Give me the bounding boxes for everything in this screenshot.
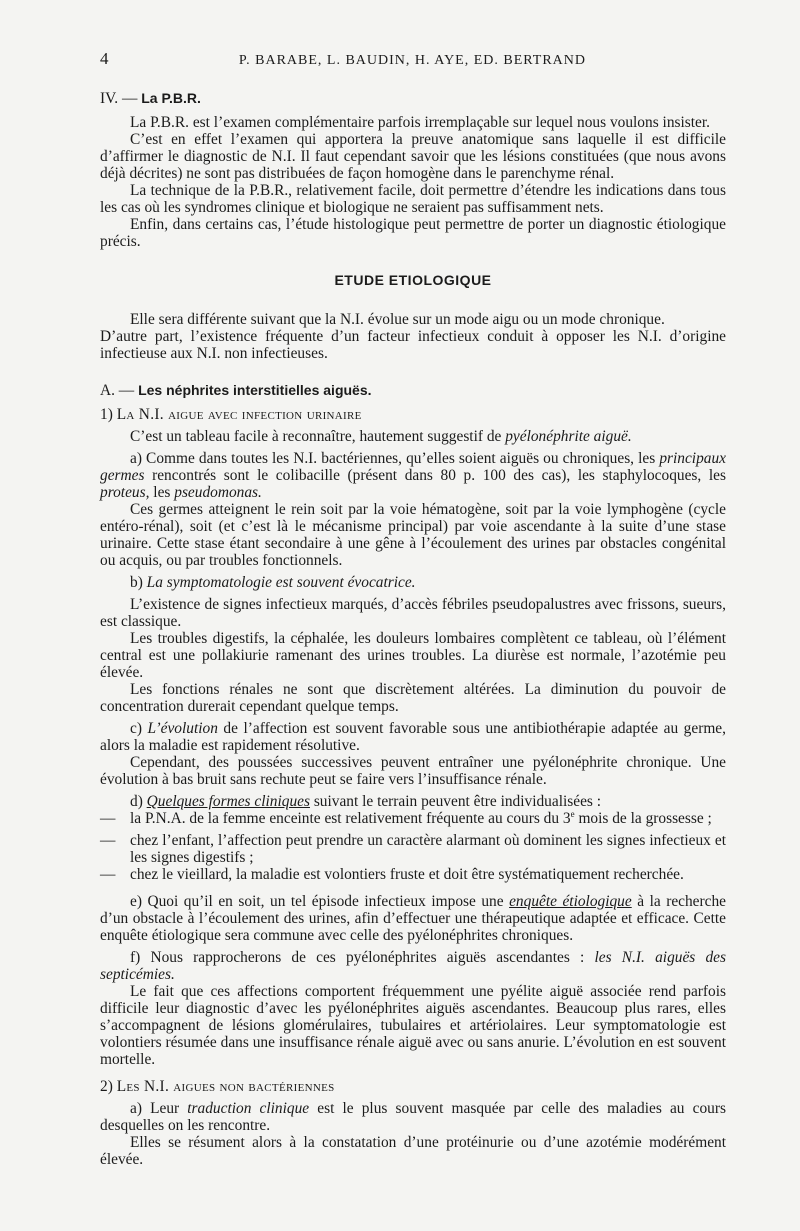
text: chez l’enfant, l’affection peut prendre un caractère alarmant où dominent les signes infectieux et les signes digestifs ; [130,832,726,866]
page-header [100,50,586,70]
superscript: e [570,808,575,819]
text: a) Leur [130,1100,188,1117]
subsection-heading-2 [100,1078,726,1095]
paragraph: Cependant, des poussées successives peuvent entraîner une pyélonéphrite chronique. Une évolution à bas bruit sans rechute peut se faire vers l’insuffisance rénale. [100,754,726,788]
text: b) [130,574,147,591]
italic-text: pyélonéphrite aiguë. [505,428,632,445]
text: e) Quoi qu’il en soit, un tel épisode infectieux impose une [130,893,510,910]
running-head: P. BARABE, L. BAUDIN, H. AYE, ED. BERTRAND [238,53,586,68]
subsection-title: Les N.I. aigues non bactériennes [116,1078,335,1095]
subsection-title: La N.I. aigue avec infection urinaire [116,406,362,423]
text: f) Nous rapprocherons de ces pyélonéphrites aiguës ascendantes : [130,949,595,966]
text: la P.N.A. de la femme enceinte est relativement fréquente au cours du 3 [130,810,571,827]
paragraph-b [100,574,726,591]
subsection-heading-1 [100,406,726,423]
section-title: La P.B.R. [141,90,201,106]
paragraph-f [100,949,726,983]
text: suivant le terrain peuvent être individualisées : [309,793,602,810]
italic-text: enquête étiologique [509,893,632,910]
list-item [100,832,726,866]
dash-marker: — [100,810,116,827]
text: chez le vieillard, la maladie est volontiers fruste et doit être systématiquement recherchée. [130,866,684,883]
section-title: Les néphrites interstitielles aiguës. [138,382,372,398]
paragraph-c [100,720,726,754]
dash-marker: — [100,832,116,849]
italic-text: proteus, [100,484,150,501]
italic-text: principaux germes [100,450,726,484]
paragraph: Enfin, dans certains cas, l’étude histologique peut permettre de porter un diagnostic étiologique précis. [100,216,726,250]
paragraph: Ces germes atteignent le rein soit par la voie hématogène, soit par la voie lymphogène (cycle entéro-rénal), soit (et c’est là le mécanisme principal) par voie ascendante à la suite d’une stase urinaire. Cette stase étant secondaire à une gêne à l’écoulement des urines par obstacles congénital ou acquis, ou par troubles fonctionnels. [100,501,726,569]
text: C’est un tableau facile à reconnaître, hautement suggestif de [130,428,506,445]
italic-text: L’évolution [147,720,218,737]
paragraph-e [100,893,726,944]
paragraph: La technique de la P.B.R., relativement facile, doit permettre d’étendre les indications dans tous les cas où les syndromes clinique et biologique ne seraient pas suffisamment nets. [100,182,726,216]
list-item [100,810,726,827]
text: a) Comme dans toutes les N.I. bactériennes, qu’elles soient aiguës ou chroniques, les [130,450,660,467]
italic-text: Quelques formes cliniques [146,793,310,810]
paragraph: Les fonctions rénales ne sont que discrètement altérées. La diminution du pouvoir de concentration durerait cependant quelque temps. [100,681,726,715]
paragraph: Elles se résument alors à la constatation d’une protéinurie ou d’une azotémie modérément élevée. [100,1134,726,1168]
text: d) [130,793,147,810]
page-number: 4 [100,49,109,68]
italic-text: traduction clinique [187,1100,310,1117]
list-item [100,866,726,883]
text: les [149,484,175,501]
paragraph-a [100,450,726,501]
text: mois de la grossesse ; [574,810,712,827]
text: de l’affection est souvent favorable sous une antibiothérapie adaptée au germe, alors la maladie est rapidement résolutive. [100,720,726,754]
text: rencontrés sont le colibacille (présent dans 80 p. 100 des cas), les staphylocoques, les [144,467,726,484]
paragraph-d [100,793,726,810]
article-body [100,90,726,1168]
section-number: A. — [100,382,135,399]
paragraph: D’autre part, l’existence fréquente d’un facteur infectieux conduit à opposer les N.I. d’origine infectieuse aux N.I. non infectieuses. [100,328,726,362]
paragraph: La P.B.R. est l’examen complémentaire parfois irremplaçable sur lequel nous voulons insister. [130,114,710,131]
chapter-title: ETUDE ETIOLOGIQUE [334,272,492,288]
text: c) [130,720,148,737]
paragraph: L’existence de signes infectieux marqués, d’accès fébriles pseudopalustres avec frissons, sueurs, est classique. [100,596,726,630]
paragraph: Elle sera différente suivant que la N.I. évolue sur un mode aigu ou un mode chronique. [130,311,665,328]
dash-marker: — [100,866,116,883]
italic-text: pseudomonas. [174,484,262,501]
section-heading-pbr [100,90,726,107]
subsection-number: 2) [100,1078,113,1095]
section-number: IV. — [100,90,138,107]
italic-text: La symptomatologie est souvent évocatrice. [146,574,416,591]
paragraph: Le fait que ces affections comportent fréquemment une pyélite aiguë associée rend parfois difficile leur diagnostic d’avec les pyélonéphrites aiguës ascendantes. Beaucoup plus rares, elles s’accompagnent de lésions glomérulaires, tubulaires et artériolaires. Leur symptomatologie est volontiers résumée dans une insuffisance rénale aiguë avec ou sans anurie. L’évolution en est souvent mortelle. [100,983,726,1068]
paragraph [100,428,726,445]
text: est le plus souvent masquée par celle des maladies au cours desquelles on les rencontre. [100,1100,726,1134]
italic-text: les N.I. aiguës des septicémies. [100,949,726,983]
paragraph-a [100,1100,726,1134]
section-heading-a [100,382,726,399]
text: à la recherche d’un obstacle à l’écoulement des urines, afin d’effectuer une thérapeutique adaptée et efficace. Cette enquête étiologique sera commune avec celle des pyélonéphrites chroniques. [100,893,726,944]
subsection-number: 1) [100,406,113,423]
paragraph: Les troubles digestifs, la céphalée, les douleurs lombaires complètent ce tableau, où l’élément central est une pollakiurie ramenant des urines troubles. La diurèse est normale, l’azotémie peu élevée. [100,630,726,681]
paragraph: C’est en effet l’examen qui apportera la preuve anatomique sans laquelle il est difficile d’affirmer le diagnostic de N.I. Il faut cependant savoir que les lésions constituées (que nous avons déjà décrites) ne sont pas distribuées de façon homogène dans le parenchyme rénal. [100,131,726,182]
